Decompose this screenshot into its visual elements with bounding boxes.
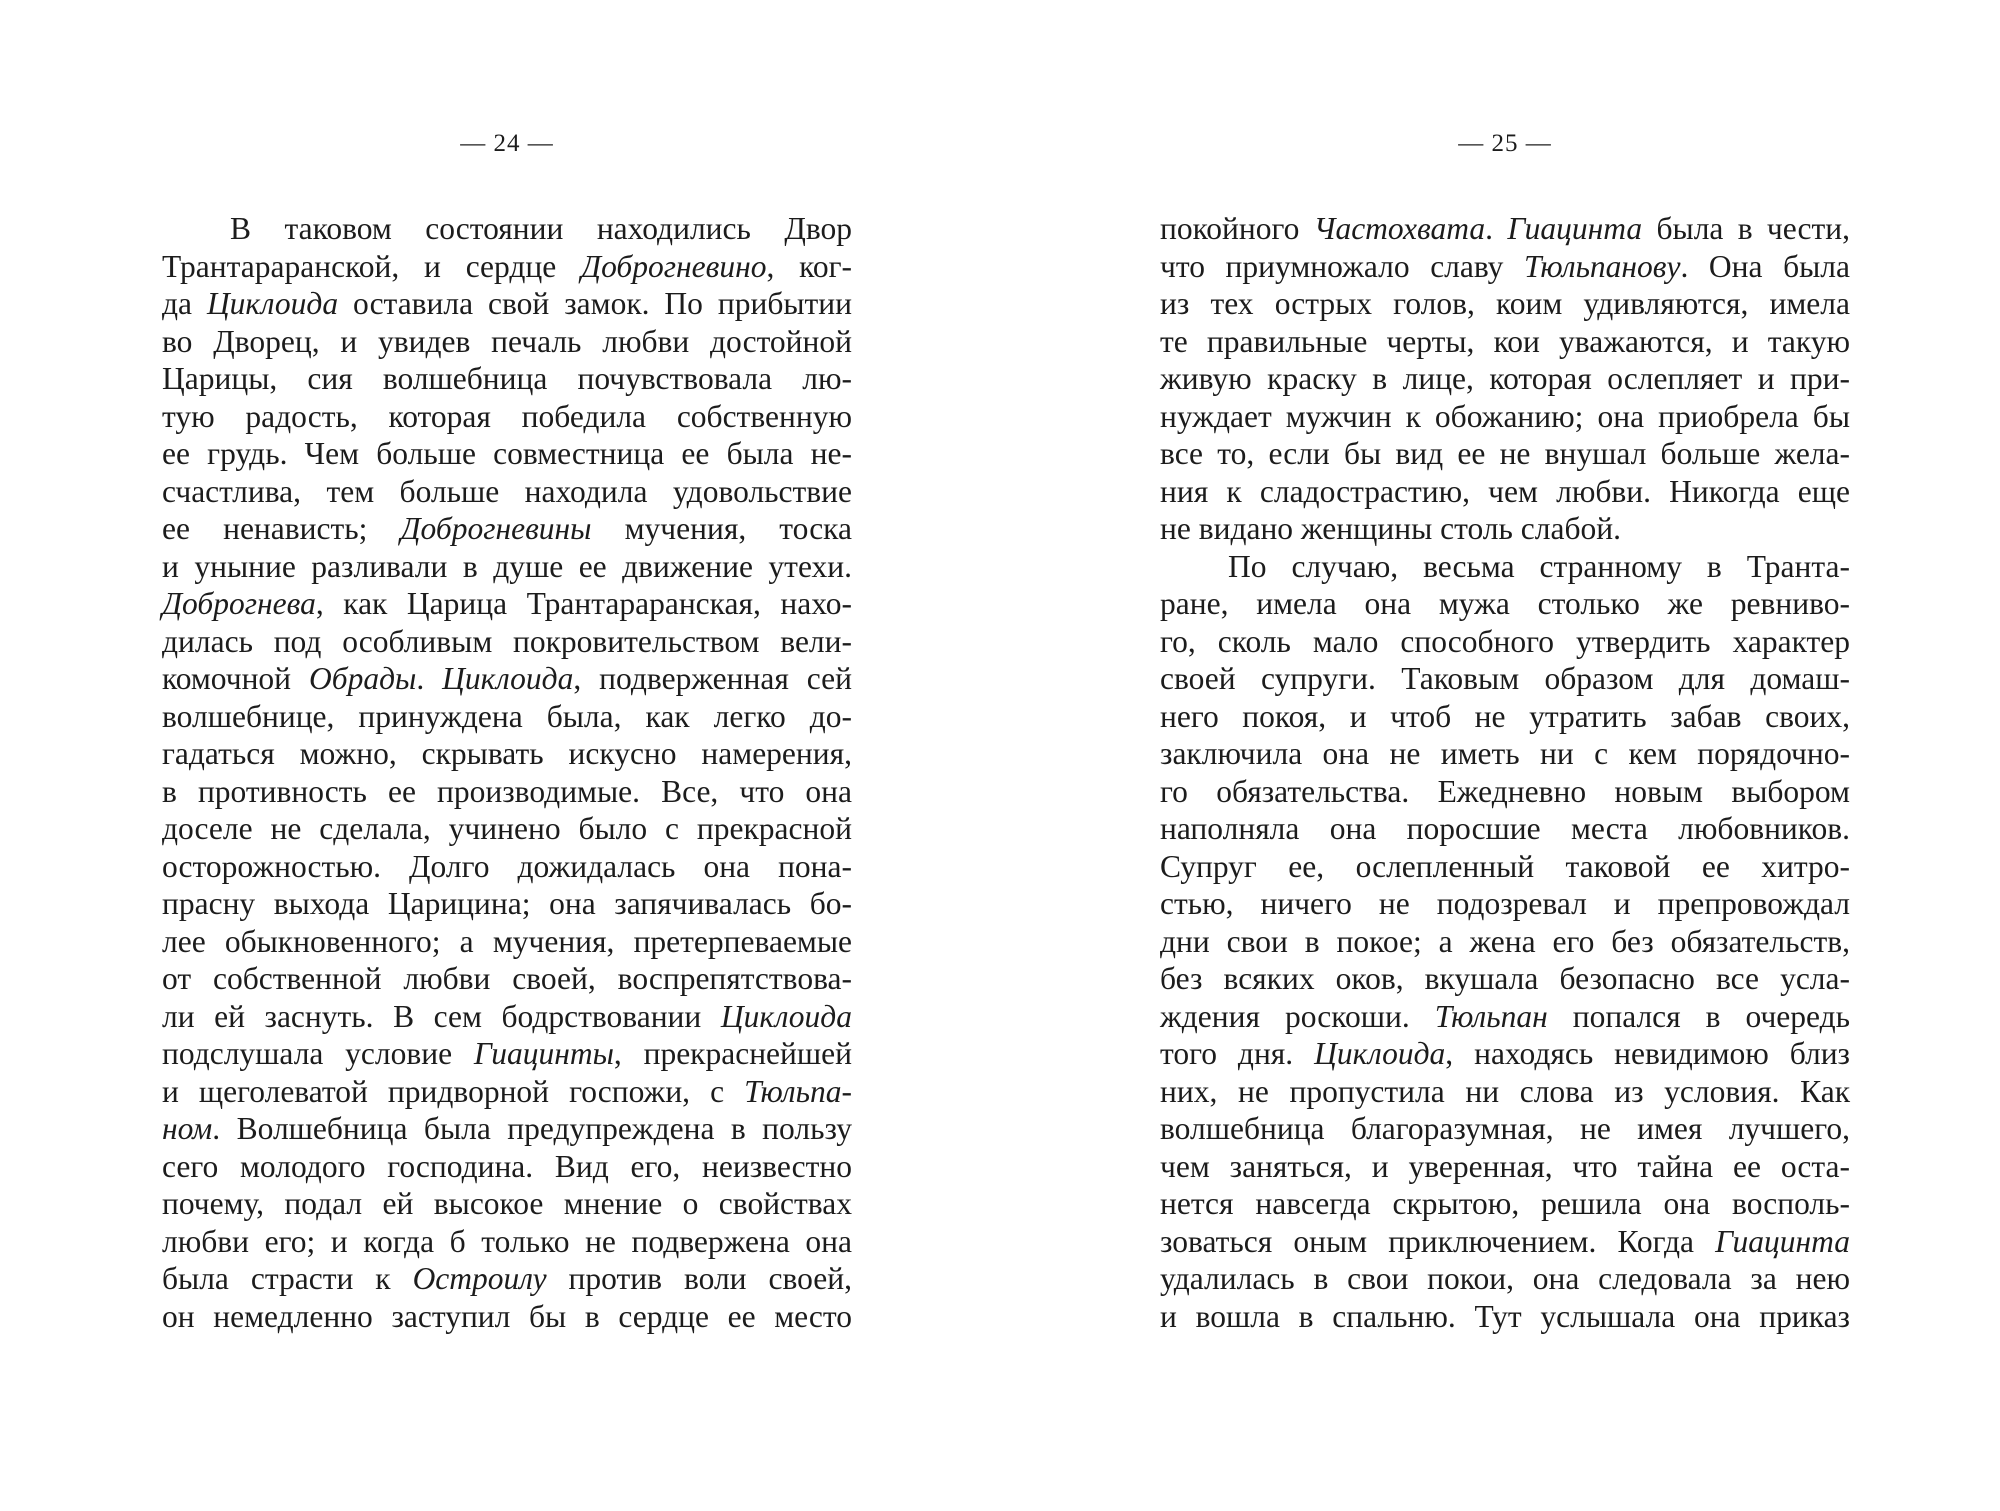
text-line <box>1160 1260 1850 1298</box>
text-line <box>162 923 852 961</box>
text-segment: них, не пропустила ни слова из условия. Как <box>1160 1073 1850 1109</box>
italic-name: Тюльпан <box>1434 998 1548 1034</box>
text-line <box>162 285 852 323</box>
italic-name: Циклоида <box>206 286 339 321</box>
text-line <box>1160 1223 1850 1261</box>
text-line <box>1160 623 1850 661</box>
text-segment: Трантараранской, и сердце <box>162 248 582 284</box>
text-segment: Супруг ее, ослепленный таковой ее хитро- <box>1160 848 1850 884</box>
text-line <box>162 435 852 473</box>
text-line <box>1160 1148 1850 1186</box>
text-line <box>162 698 852 736</box>
italic-name: Доброгневины <box>400 511 592 546</box>
text-segment: По случаю, весьма странному в Транта- <box>1228 548 1850 584</box>
text-line <box>1160 923 1850 961</box>
italic-name: Тюльпанову <box>1524 248 1681 284</box>
text-line <box>162 585 852 623</box>
text-line <box>162 885 852 923</box>
text-segment: . <box>1485 211 1508 246</box>
text-segment: осторожностью. Долго дожидалась она пона- <box>162 848 852 884</box>
text-segment: , как Царица Трантараранская, нахо- <box>315 586 852 621</box>
text-line <box>1160 848 1850 886</box>
text-segment: из тех острых голов, коим удивляются, имела <box>1160 286 1850 321</box>
text-segment: стью, ничего не подозревал и препровождал <box>1160 886 1850 921</box>
text-segment: волшебница благоразумная, не имея лучшего, <box>1160 1111 1850 1146</box>
text-segment: во Дворец, и увидев печаль любви достойной <box>162 323 852 359</box>
text-segment: ния к сладострастию, чем любви. Никогда еще <box>1160 473 1850 509</box>
page-number-left: — 24 — <box>460 130 554 157</box>
italic-name: Гиацинта <box>1507 211 1643 246</box>
text-segment: и уныние разливали в душе ее движение утехи. <box>162 548 852 584</box>
text-line <box>1160 1298 1850 1336</box>
text-segment: была страсти к <box>162 1261 413 1296</box>
text-segment: . <box>416 661 443 696</box>
text-segment: доселе не сделала, учинено было с прекрасной <box>162 811 852 846</box>
text-line <box>1160 998 1850 1036</box>
text-segment: была в чести, <box>1642 211 1850 246</box>
text-segment: го обязательства. Ежедневно новым выбором <box>1160 773 1850 809</box>
text-segment: мучения, тоска <box>591 511 852 546</box>
text-segment: против воли своей, <box>546 1261 852 1296</box>
text-line <box>1160 1073 1850 1111</box>
text-line <box>1160 285 1850 323</box>
text-line <box>1160 473 1850 511</box>
text-segment: подслушала условие <box>162 1036 474 1071</box>
text-segment: попался в очередь <box>1547 998 1850 1034</box>
text-line <box>1160 435 1850 473</box>
text-segment: что приумножало славу <box>1160 248 1525 284</box>
text-line <box>1160 773 1850 811</box>
text-line <box>1160 698 1850 736</box>
text-segment: Царицы, сия волшебница почувствовала лю- <box>162 361 852 396</box>
text-segment: наполняла она поросшие места любовников. <box>1160 811 1850 846</box>
text-segment: своей супруги. Таковым образом для домаш- <box>1160 661 1850 696</box>
text-line <box>162 1148 852 1186</box>
text-segment: от собственной любви своей, воспрепятствова- <box>162 961 852 996</box>
italic-name: Циклоида <box>442 661 574 696</box>
text-line <box>162 773 852 811</box>
text-segment: того дня. <box>1160 1036 1315 1071</box>
text-line <box>162 1298 852 1336</box>
text-segment: . Волшебница была предупреждена в пользу <box>212 1111 852 1146</box>
text-segment: те правильные черты, кои уважаются, и такую <box>1160 323 1850 359</box>
text-segment: в противность ее производимые. Все, что она <box>162 773 852 809</box>
text-segment: сего молодого господина. Вид его, неизвестно <box>162 1148 852 1184</box>
text-segment: го, сколь мало способного утвердить характер <box>1160 623 1850 659</box>
italic-name: ном <box>162 1111 213 1146</box>
text-line <box>1160 660 1850 698</box>
text-segment: лее обыкновенного; а мучения, претерпеваемые <box>162 923 852 959</box>
text-line <box>162 810 852 848</box>
text-segment: гадаться можно, скрывать искусно намерения, <box>162 736 852 771</box>
text-line <box>162 398 852 436</box>
text-segment: не видано женщины столь слабой. <box>1160 511 1621 546</box>
italic-name: Гиацинта <box>1715 1223 1850 1259</box>
italic-name: Тюльпа- <box>744 1073 852 1109</box>
text-segment: него покоя, и чтоб не утратить забав своих, <box>1160 698 1850 734</box>
italic-name: Доброгневино <box>581 248 767 284</box>
text-line <box>162 360 852 398</box>
text-segment: он немедленно заступил бы в сердце ее место <box>162 1298 852 1334</box>
text-line <box>162 623 852 661</box>
text-line <box>162 323 852 361</box>
left-page-text <box>162 210 852 1335</box>
text-segment: комочной <box>162 661 309 696</box>
text-line <box>1160 360 1850 398</box>
text-segment: , ког- <box>766 248 853 284</box>
text-line <box>1160 398 1850 436</box>
text-line <box>162 210 852 248</box>
text-segment: оставила свой замок. По прибытии <box>338 286 852 321</box>
text-segment: ране, имела она мужа столько же ревниво- <box>1160 586 1850 621</box>
text-line <box>162 960 852 998</box>
text-line <box>1160 323 1850 361</box>
text-segment: нуждает мужчин к обожанию; она приобрела бы <box>1160 398 1850 434</box>
text-line <box>1160 510 1850 548</box>
text-line <box>162 473 852 511</box>
text-segment: и щеголеватой придворной госпожи, с <box>162 1073 745 1109</box>
italic-name: Обрады <box>308 661 417 696</box>
italic-name: Доброгнева <box>162 586 316 621</box>
text-segment: волшебнице, принуждена была, как легко до- <box>162 698 852 734</box>
italic-name: Гиацинты <box>473 1036 614 1071</box>
text-segment: ли ей заснуть. В сем бодрствовании <box>162 998 721 1034</box>
text-line <box>162 548 852 586</box>
text-segment: ее грудь. Чем больше совместница ее была не- <box>162 436 852 471</box>
text-line <box>162 848 852 886</box>
text-line <box>162 1260 852 1298</box>
text-segment: тую радость, которая победила собственную <box>162 398 852 434</box>
text-line <box>162 1110 852 1148</box>
text-segment: живую краску в лице, которая ослепляет и при- <box>1160 361 1850 396</box>
text-line <box>1160 1110 1850 1148</box>
text-segment: , подверженная сей <box>573 661 852 696</box>
text-line <box>162 998 852 1036</box>
text-line <box>162 1185 852 1223</box>
text-line <box>1160 960 1850 998</box>
italic-name: Частохвата <box>1313 211 1486 246</box>
text-segment: без всяких оков, вкушала безопасно все усла- <box>1160 961 1850 996</box>
text-segment: дилась под особливым покровительством вели- <box>162 623 852 659</box>
text-line <box>1160 585 1850 623</box>
italic-name: Циклоида <box>720 998 852 1034</box>
text-line <box>1160 885 1850 923</box>
text-line <box>1160 248 1850 286</box>
text-line <box>1160 210 1850 248</box>
right-page <box>1160 0 1850 1511</box>
text-segment: ее ненависть; <box>162 511 401 546</box>
text-segment: покойного <box>1160 211 1314 246</box>
text-line <box>1160 1185 1850 1223</box>
text-line <box>162 1035 852 1073</box>
italic-name: Остроилу <box>412 1261 547 1296</box>
text-segment: дни свои в покое; а жена его без обязательств, <box>1160 923 1850 959</box>
text-line <box>1160 548 1850 586</box>
text-segment: и вошла в спальню. Тут услышала она приказ <box>1160 1298 1850 1334</box>
text-segment: заключила она не иметь ни с кем порядочно- <box>1160 736 1850 771</box>
text-segment: все то, если бы вид ее не внушал больше жела- <box>1160 436 1850 471</box>
text-segment: удалилась в свои покои, она следовала за нею <box>1160 1261 1850 1296</box>
text-segment: нется навсегда скрытою, решила она восполь- <box>1160 1186 1850 1221</box>
text-segment: , прекраснейшей <box>613 1036 852 1071</box>
text-segment: любви его; и когда б только не подвержена она <box>162 1223 852 1259</box>
text-segment: почему, подал ей высокое мнение о свойствах <box>162 1186 852 1221</box>
text-line <box>162 660 852 698</box>
left-page <box>162 0 852 1511</box>
text-line <box>162 510 852 548</box>
text-line <box>1160 810 1850 848</box>
text-segment: чем заняться, и уверенная, что тайна ее оста- <box>1160 1148 1850 1184</box>
text-segment: . Она была <box>1680 248 1851 284</box>
text-line <box>162 1073 852 1111</box>
right-page-text <box>1160 210 1850 1335</box>
page-number-right: — 25 — <box>1458 130 1552 157</box>
text-segment: В таковом состоянии находились Двор <box>230 211 852 246</box>
text-line <box>1160 1035 1850 1073</box>
italic-name: Циклоида <box>1314 1036 1446 1071</box>
text-segment: зоваться оным приключением. Когда <box>1160 1223 1716 1259</box>
text-line <box>162 735 852 773</box>
text-segment: , находясь невидимою близ <box>1445 1036 1850 1071</box>
text-segment: счастлива, тем больше находила удовольствие <box>162 473 852 509</box>
text-segment: прасну выхода Царицина; она запячивалась бо- <box>162 886 852 921</box>
text-line <box>162 248 852 286</box>
text-line <box>162 1223 852 1261</box>
text-line <box>1160 735 1850 773</box>
text-segment: ждения роскоши. <box>1160 998 1435 1034</box>
text-segment: да <box>162 286 207 321</box>
